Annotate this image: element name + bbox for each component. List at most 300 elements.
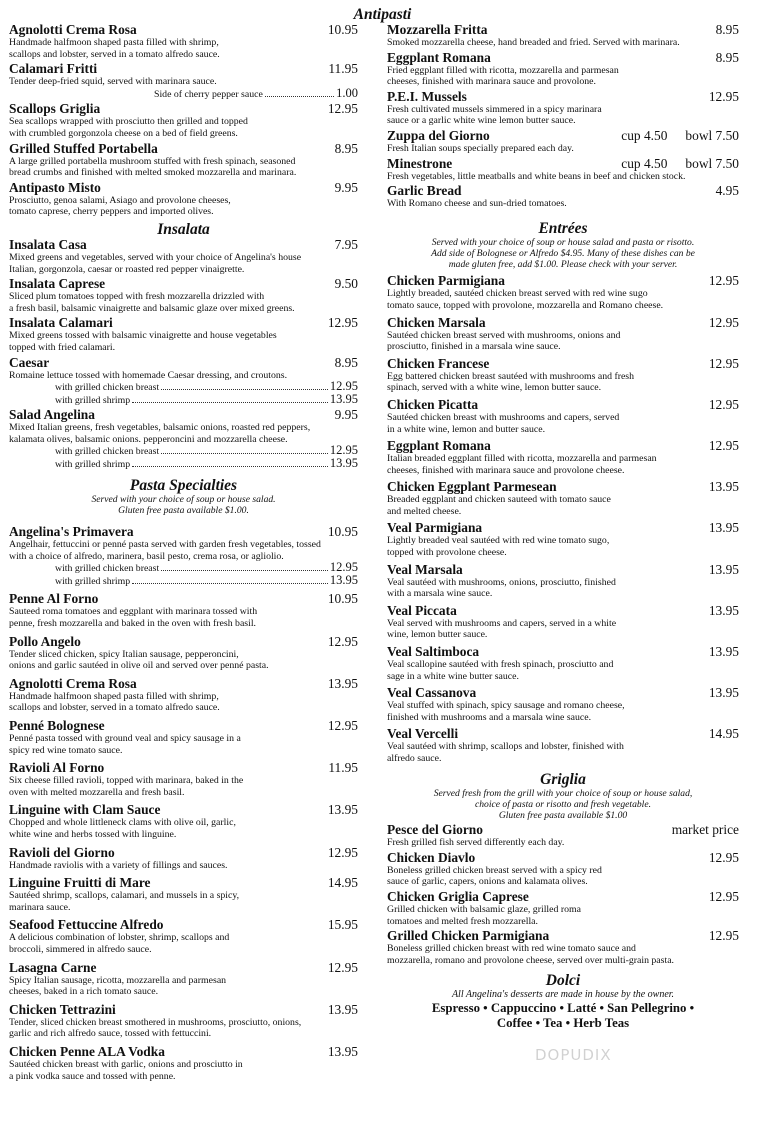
cup-bowl-prices xyxy=(621,129,739,143)
right-column xyxy=(387,23,739,1031)
menu-item xyxy=(9,238,358,275)
menu-item-description: and melted cheese. xyxy=(387,505,462,517)
menu-item-header xyxy=(387,51,739,65)
menu-item-price: 8.95 xyxy=(334,354,358,370)
menu-item-name: Eggplant Romana xyxy=(387,438,491,454)
menu-item-description: Prosciutto, genoa salami, Asiago and provolone cheeses, xyxy=(9,194,231,206)
dot-leader xyxy=(161,570,328,571)
menu-item-price: 12.95 xyxy=(327,959,358,975)
menu-item-description: Tender deep-fried squid, served with marinara sauce. xyxy=(9,76,217,88)
menu-item-name: Linguine with Clam Sauce xyxy=(9,802,161,818)
menu-item-description: Grilled chicken with balsamic glaze, grilled roma xyxy=(387,904,581,915)
drinks-line-1: Espresso • Cappuccino • Latté • San Pellegrino • xyxy=(431,1001,695,1016)
menu-item-header xyxy=(9,142,358,156)
menu-item xyxy=(9,62,358,100)
addon-price: 1.00 xyxy=(336,85,358,100)
dot-leader xyxy=(132,402,328,403)
menu-item-description: mozzarella, romano and provolone cheese, served over multi-grain pasta. xyxy=(387,954,674,966)
menu-item-header xyxy=(387,929,739,943)
menu-item-name: Pesce del Giorno xyxy=(387,822,483,838)
menu-item xyxy=(387,184,739,210)
bowl-price: bowl 7.50 xyxy=(685,127,739,143)
menu-item-price: 12.95 xyxy=(708,396,739,412)
menu-item-header xyxy=(387,398,739,412)
menu-item xyxy=(9,356,358,407)
griglia-note-1: Served fresh from the grill with your choice of soup or house salad, xyxy=(433,787,693,799)
section-title-dolci: Dolci xyxy=(545,972,581,990)
menu-item-description: Veal served with mushrooms and capers, served in a white xyxy=(387,617,617,629)
menu-item-name: Veal Parmigiana xyxy=(387,520,483,536)
menu-item-price: 9.50 xyxy=(334,276,358,292)
entrees-note-3: made gluten free, add $1.00. Please check with your server. xyxy=(448,259,678,271)
menu-item-description: tomato sauce, topped with provolone, mozzarella and Romano cheese. xyxy=(387,299,664,311)
addon-price: 13.95 xyxy=(329,391,358,406)
menu-item-header xyxy=(387,521,739,535)
menu-item-description: Mixed greens tossed with balsamic vinaigrette and house vegetables xyxy=(9,330,277,342)
dot-leader xyxy=(132,466,328,467)
menu-item-description: Spicy Italian sausage, ricotta, mozzarella and parmesan xyxy=(9,974,227,986)
menu-item-price: 9.95 xyxy=(334,407,358,423)
menu-item-description: Penné pasta tossed with ground veal and spicy sausage in a xyxy=(9,733,241,744)
menu-item-header xyxy=(387,129,739,143)
menu-item-description: tomato caprese, cherry peppers and imported olives. xyxy=(9,206,214,218)
menu-item-price: 12.95 xyxy=(708,849,739,865)
addon-price: 13.95 xyxy=(329,456,358,471)
menu-item-header xyxy=(9,356,358,370)
menu-item-header xyxy=(9,62,358,76)
menu-item-description: Sautéed shrimp, scallops, calamari, and mussels in a spicy, xyxy=(9,890,240,902)
menu-item xyxy=(387,823,739,849)
menu-item-price: 12.95 xyxy=(708,88,739,104)
menu-item xyxy=(387,727,739,764)
menu-item xyxy=(9,23,358,60)
menu-item-description: Six cheese filled ravioli, topped with marinara, baked in the xyxy=(9,775,244,787)
menu-item-addon xyxy=(9,85,358,101)
menu-item-name: Salad Angelina xyxy=(9,407,95,423)
menu-item-name: Ravioli Al Forno xyxy=(9,760,105,776)
menu-item-description: Boneless grilled chicken breast with red wine tomato sauce and xyxy=(387,943,636,955)
menu-item-price: 10.95 xyxy=(327,524,358,540)
menu-item-price: 8.95 xyxy=(715,22,739,37)
menu-item-description: white wine and herbs tossed with linguine. xyxy=(9,828,177,840)
menu-item xyxy=(9,102,358,139)
addon-label: with grilled shrimp xyxy=(55,459,131,471)
menu-item-price: market price xyxy=(671,822,739,838)
menu-item-description: Fresh vegetables, little meatballs and white beans in beef and chicken stock. xyxy=(387,170,686,182)
menu-item-description: spinach, served with a white wine, lemon butter sauce. xyxy=(387,382,602,394)
menu-item xyxy=(9,1003,358,1040)
menu-item-header xyxy=(9,1045,358,1059)
menu-item-name: Chicken Parmigiana xyxy=(387,273,505,289)
entrees-note-2: Add side of Bolognese or Alfredo $4.95. Many of these dishes can be xyxy=(431,247,695,259)
menu-item-description: topped with fried calamari. xyxy=(9,341,116,353)
menu-item-name: Chicken Picatta xyxy=(387,396,479,412)
menu-item-name: Veal Marsala xyxy=(387,561,463,577)
menu-item-description: Chopped and whole littleneck clams with olive oil, garlic, xyxy=(9,817,236,829)
griglia-list xyxy=(387,823,739,966)
menu-item-description: Sauteed roma tomatoes and eggplant with marinara tossed with xyxy=(9,606,258,618)
addon-label: Side of cherry pepper sauce xyxy=(154,88,263,100)
menu-item-header xyxy=(9,918,358,932)
menu-item-price: 13.95 xyxy=(327,675,358,691)
menu-item-description: A delicious combination of lobster, shrimp, scallops and xyxy=(9,932,230,944)
menu-item-description: With Romano cheese and sun-dried tomatoes. xyxy=(387,198,567,210)
menu-item-description: Tender sliced chicken, spicy Italian sausage, pepperoncini, xyxy=(9,648,239,660)
menu-item-description: garlic and rich alfredo sauce, tossed with fettuccini. xyxy=(9,1028,212,1040)
menu-item-name: Veal Cassanova xyxy=(387,685,477,701)
menu-item-name: Penne Al Forno xyxy=(9,591,99,607)
menu-item-description: tomatoes and melted fresh mozzarella. xyxy=(387,915,538,927)
addon-price: 12.95 xyxy=(329,560,358,575)
menu-item-header xyxy=(9,316,358,330)
menu-item-description: cheeses, finished with marinara sauce and provolone. xyxy=(387,76,596,88)
menu-item-name: Linguine Fruitti di Mare xyxy=(9,875,151,891)
menu-item-addon xyxy=(9,572,358,588)
menu-item-header xyxy=(387,23,739,37)
menu-item-description: cheeses, baked in a rich tomato sauce. xyxy=(9,986,159,998)
pasta-note-gluten: Gluten free pasta available $1.00. xyxy=(118,504,249,516)
menu-item xyxy=(387,129,739,155)
menu-item xyxy=(9,408,358,470)
menu-item xyxy=(387,521,739,558)
menu-item-name: Agnolotti Crema Rosa xyxy=(9,675,137,691)
menu-item-name: Lasagna Carne xyxy=(9,959,97,975)
menu-item xyxy=(387,316,739,353)
menu-item-description: scallops and lobster, served in a tomato alfredo sauce. xyxy=(9,48,220,60)
menu-item-header xyxy=(9,876,358,890)
menu-item-header xyxy=(9,238,358,252)
menu-item-description: with crumbled gorgonzola cheese on a bed of field greens. xyxy=(9,127,238,139)
menu-item xyxy=(9,846,358,872)
dolci-description: All Angelina's desserts are made in house by the owner. xyxy=(451,989,675,1001)
menu-item xyxy=(387,439,739,476)
menu-item-description: Fried eggplant filled with ricotta, mozzarella and parmesan xyxy=(387,64,619,76)
menu-item-name: Ravioli del Giorno xyxy=(9,844,115,860)
menu-item xyxy=(387,357,739,394)
menu-item-price: 12.95 xyxy=(327,718,358,733)
entrees-note-1: Served with your choice of soup or house salad and pasta or risotto. xyxy=(431,236,695,248)
menu-item xyxy=(387,645,739,682)
menu-item-description: Sliced plum tomatoes topped with fresh mozzarella drizzled with xyxy=(9,291,265,303)
menu-item-header xyxy=(9,277,358,291)
section-title-insalata: Insalata xyxy=(157,220,210,238)
menu-item xyxy=(9,961,358,998)
menu-item-header xyxy=(9,761,358,775)
menu-item-description: prosciutto, finished in a marsala wine sauce. xyxy=(387,341,561,353)
menu-item-description: sauce of garlic, capers, onions and kalamata olives. xyxy=(387,876,588,888)
section-title-entrees: Entrées xyxy=(538,219,588,237)
menu-item-price: 13.95 xyxy=(708,685,739,701)
dot-leader xyxy=(161,389,328,390)
menu-item-description: Mixed greens and vegetables, served with your choice of Angelina's house xyxy=(9,251,302,263)
menu-item-description: with a marsala wine sauce. xyxy=(387,588,493,600)
menu-item-header xyxy=(387,604,739,618)
menu-item xyxy=(9,316,358,353)
menu-item xyxy=(9,142,358,179)
menu-item-header xyxy=(9,181,358,195)
menu-item xyxy=(387,851,739,888)
pasta-list xyxy=(9,525,358,1082)
menu-item-header xyxy=(387,439,739,453)
menu-item-header xyxy=(9,846,358,860)
menu-item-name: Insalata Casa xyxy=(9,236,87,252)
menu-item-price: 10.95 xyxy=(327,22,358,37)
menu-item xyxy=(387,157,739,183)
menu-item-name: Eggplant Romana xyxy=(387,49,491,65)
menu-item-price: 13.95 xyxy=(327,1043,358,1059)
menu-item-price: 13.95 xyxy=(708,602,739,618)
menu-item-description: a fresh basil, balsamic vinaigrette and balsamic glaze over mixed greens. xyxy=(9,302,295,314)
menu-item-description: Fresh grilled fish served differently each day. xyxy=(387,837,565,849)
menu-item-price: 8.95 xyxy=(715,49,739,65)
menu-item-name: Chicken Marsala xyxy=(387,314,486,330)
menu-item xyxy=(387,890,739,927)
addon-price: 12.95 xyxy=(329,379,358,394)
addon-label: with grilled chicken breast xyxy=(55,446,160,458)
menu-item-name: Pollo Angelo xyxy=(9,633,81,649)
menu-item xyxy=(387,23,739,49)
menu-item-name: Angelina's Primavera xyxy=(9,524,134,540)
menu-item-header xyxy=(9,719,358,733)
watermark-text: DOPUDIX xyxy=(535,1046,612,1064)
menu-item-description: Fresh cultivated mussels simmered in a spicy marinara xyxy=(387,103,602,115)
menu-item-price: 4.95 xyxy=(715,183,739,199)
menu-item-description: Italian breaded eggplant filled with ricotta, mozzarella and parmesan xyxy=(387,453,657,465)
menu-item-description: Handmade halfmoon shaped pasta filled with shrimp, xyxy=(9,37,219,48)
menu-item-header xyxy=(387,184,739,198)
menu-item-header xyxy=(9,677,358,691)
menu-item-description: with a choice of alfredo, marinera, basil pesto, crema rosa, or agliolio. xyxy=(9,550,284,562)
menu-item-name: Chicken Diavlo xyxy=(387,849,476,865)
menu-item-description: spicy red wine tomato sauce. xyxy=(9,744,123,756)
menu-item-header xyxy=(387,157,739,171)
menu-item-description: Sautéed chicken breast with garlic, onions and prosciutto in xyxy=(9,1058,243,1070)
menu-item-price: 12.95 xyxy=(708,314,739,330)
menu-item-name: Insalata Calamari xyxy=(9,315,113,331)
menu-item xyxy=(9,876,358,913)
menu-item-description: sauce or a garlic white wine lemon butter sauce. xyxy=(387,115,576,127)
menu-item-description: Veal scallopine sautéed with fresh spinach, prosciutto and xyxy=(387,659,614,671)
menu-item-header xyxy=(9,803,358,817)
menu-item-header xyxy=(387,357,739,371)
menu-item-header xyxy=(387,563,739,577)
menu-item-name: Agnolotti Crema Rosa xyxy=(9,22,137,37)
menu-item-description: Tender, sliced chicken breast smothered in mushrooms, prosciutto, onions, xyxy=(9,1016,302,1028)
menu-item-description: Veal stuffed with spinach, spicy sausage and romano cheese, xyxy=(387,700,625,712)
menu-item-name: Penné Bolognese xyxy=(9,718,105,733)
menu-item-description: oven with melted mozzarella and fresh basil. xyxy=(9,786,185,798)
menu-item-description: marinara sauce. xyxy=(9,901,71,913)
menu-item-description: bread crumbs and finished with melted smoked mozzarella and marinara. xyxy=(9,167,297,179)
addon-price: 12.95 xyxy=(329,443,358,458)
menu-item-header xyxy=(387,686,739,700)
menu-item-header xyxy=(387,890,739,904)
menu-item-description: Fresh Italian soups specially prepared each day. xyxy=(387,142,574,154)
menu-item-description: Lightly breaded, sautéed chicken breast served with red wine sugo xyxy=(387,288,648,300)
menu-item-price: 12.95 xyxy=(327,101,358,117)
menu-item xyxy=(9,677,358,714)
addon-label: with grilled chicken breast xyxy=(55,563,160,575)
menu-item xyxy=(9,1045,358,1082)
menu-item xyxy=(9,719,358,756)
menu-item xyxy=(9,525,358,587)
menu-item xyxy=(387,398,739,435)
menu-item-price: 12.95 xyxy=(708,889,739,904)
menu-item-price: 11.95 xyxy=(328,760,358,776)
menu-item-name: Chicken Penne ALA Vodka xyxy=(9,1043,165,1059)
menu-item-description: Egg battered chicken breast sautéed with mushrooms and fresh xyxy=(387,370,635,382)
menu-item-description: Breaded eggplant and chicken sauteed with tomato sauce xyxy=(387,494,611,506)
cup-price: cup 4.50 xyxy=(621,155,668,171)
menu-item-description: scallops and lobster, served in a tomato alfredo sauce. xyxy=(9,702,220,714)
menu-item-header xyxy=(387,645,739,659)
menu-item xyxy=(387,274,739,311)
menu-item-name: Scallops Griglia xyxy=(9,101,101,117)
menu-item-description: Romaine lettuce tossed with homemade Caesar dressing, and croutons. xyxy=(9,369,288,381)
menu-item-description: Boneless grilled chicken breast served with a spicy red xyxy=(387,864,602,876)
menu-item-name: Grilled Chicken Parmigiana xyxy=(387,928,550,944)
bowl-price: bowl 7.50 xyxy=(685,155,739,171)
menu-item-header xyxy=(9,408,358,422)
menu-item-name: Veal Piccata xyxy=(387,602,457,618)
menu-item-name: Minestrone xyxy=(387,155,453,171)
menu-item-price: 12.95 xyxy=(327,844,358,860)
menu-item xyxy=(387,480,739,517)
menu-item-name: Chicken Francese xyxy=(387,355,490,371)
menu-item-description: Sautéed chicken breast served with mushrooms, onions and xyxy=(387,329,621,341)
menu-item-name: Seafood Fettuccine Alfredo xyxy=(9,917,164,933)
menu-item-description: a pink vodka sauce and tossed with penne. xyxy=(9,1070,176,1082)
menu-item-price: 7.95 xyxy=(334,236,358,252)
menu-item-description: A large grilled portabella mushroom stuffed with fresh spinach, seasoned xyxy=(9,155,296,167)
menu-item xyxy=(387,563,739,600)
addon-label: with grilled shrimp xyxy=(55,394,131,406)
menu-item-name: Calamari Fritti xyxy=(9,61,98,77)
menu-item-name: Insalata Caprese xyxy=(9,276,106,292)
menu-item xyxy=(387,604,739,641)
menu-item-description: Mixed Italian greens, fresh vegetables, balsamic onions, roasted red peppers, xyxy=(9,422,311,434)
menu-item-description: onions and garlic sautéed in olive oil and served over penné pasta. xyxy=(9,660,269,672)
menu-item-price: 15.95 xyxy=(327,917,358,933)
menu-item-description: topped with provolone cheese. xyxy=(387,547,507,559)
menu-item-price: 8.95 xyxy=(334,140,358,156)
addon-label: with grilled chicken breast xyxy=(55,382,160,394)
menu-item-price: 13.95 xyxy=(327,802,358,818)
menu-item xyxy=(9,635,358,672)
griglia-note-2: choice of pasta or risotto and fresh vegetable. xyxy=(474,798,652,810)
menu-item-price: 13.95 xyxy=(708,479,739,495)
menu-item-name: Grilled Stuffed Portabella xyxy=(9,140,158,156)
menu-item xyxy=(9,803,358,840)
menu-item-price: 11.95 xyxy=(328,61,358,77)
pasta-note: Served with your choice of soup or house salad. xyxy=(91,493,276,505)
entrees-list xyxy=(387,274,739,764)
griglia-note-3: Gluten free pasta available $1.00 xyxy=(498,810,628,822)
menu-item-addon xyxy=(9,391,358,407)
menu-item-description: Sea scallops wrapped with prosciutto then grilled and topped xyxy=(9,116,248,128)
menu-item-description: Lightly breaded veal sautéed with red wine tomato sugo, xyxy=(387,535,610,547)
menu-item-description: Handmade raviolis with a variety of fillings and sauces. xyxy=(9,859,228,871)
menu-item-price: 12.95 xyxy=(327,315,358,331)
menu-item xyxy=(9,761,358,798)
section-title-antipasti: Antipasti xyxy=(353,6,412,23)
menu-item-header xyxy=(387,480,739,494)
menu-item-description: Smoked mozzarella cheese, hand breaded and fried. Served with marinara. xyxy=(387,37,680,48)
menu-item-name: Zuppa del Giorno xyxy=(387,127,490,143)
menu-item-description: alfredo sauce. xyxy=(387,753,442,765)
antipasti-right-list xyxy=(387,23,739,210)
section-title-griglia: Griglia xyxy=(540,770,586,788)
cup-bowl-prices xyxy=(621,157,739,171)
drinks-line-2: Coffee • Tea • Herb Teas xyxy=(496,1016,630,1031)
dot-leader xyxy=(132,583,328,584)
menu-item xyxy=(387,51,739,88)
menu-item-description: kalamata olives, balsamic onions. pepperoncini and mozzarella cheese. xyxy=(9,433,288,445)
dot-leader xyxy=(265,96,334,97)
addon-label: with grilled shrimp xyxy=(55,575,131,587)
menu-item xyxy=(9,277,358,314)
menu-item-description: wine, lemon butter sauce. xyxy=(387,629,488,641)
menu-item-description: Veal sautéed with mushrooms, onions, prosciutto, finished xyxy=(387,576,616,588)
menu-item-description: Veal sautéed with shrimp, scallops and lobster, finished with xyxy=(387,741,624,753)
menu-item-price: 12.95 xyxy=(708,438,739,454)
menu-item-description: Handmade halfmoon shaped pasta filled with shrimp, xyxy=(9,690,219,702)
menu-item-price: 12.95 xyxy=(708,273,739,289)
menu-item-description: broccoli, simmered in alfredo sauce. xyxy=(9,943,152,955)
cup-price: cup 4.50 xyxy=(621,127,668,143)
menu-item-header xyxy=(9,23,358,37)
menu-item-price: 12.95 xyxy=(708,928,739,944)
dot-leader xyxy=(161,453,328,454)
menu-item-name: Veal Saltimboca xyxy=(387,644,480,660)
menu-item-price: 12.95 xyxy=(327,633,358,649)
menu-item-price: 13.95 xyxy=(708,561,739,577)
menu-item-addon xyxy=(9,562,358,575)
menu-item-header xyxy=(9,1003,358,1017)
menu-item-header xyxy=(387,274,739,288)
menu-item-description: sage in a white wine butter sauce. xyxy=(387,670,519,682)
menu-item-price: 14.95 xyxy=(708,726,739,742)
menu-item-addon xyxy=(9,381,358,394)
left-column xyxy=(9,23,358,1087)
antipasti-list xyxy=(9,23,358,218)
menu-item-price: 12.95 xyxy=(708,355,739,371)
menu-item-name: Antipasto Misto xyxy=(9,179,101,195)
menu-item-price: 9.95 xyxy=(334,179,358,195)
menu-item-addon xyxy=(9,445,358,458)
section-title-pasta: Pasta Specialties xyxy=(129,476,238,494)
menu-item-header xyxy=(9,102,358,116)
menu-item-name: Veal Vercelli xyxy=(387,726,459,742)
menu-item-header xyxy=(9,592,358,606)
menu-item-name: Chicken Griglia Caprese xyxy=(387,889,529,904)
menu-item xyxy=(9,592,358,629)
menu-item-description: in a white wine, lemon and butter sauce. xyxy=(387,423,546,435)
menu-item-name: Chicken Eggplant Parmesean xyxy=(387,479,557,495)
menu-item-description: Sautéed chicken breast with mushrooms and capers, served xyxy=(387,411,620,423)
menu-item-addon xyxy=(9,458,358,471)
menu-item-header xyxy=(387,727,739,741)
menu-item-header xyxy=(9,525,358,539)
menu-item-header xyxy=(387,823,739,837)
menu-item xyxy=(387,686,739,723)
menu-item-name: Chicken Tettrazini xyxy=(9,1001,116,1017)
menu-item-description: cheeses, finished with marinara sauce and provolone cheese. xyxy=(387,464,625,476)
menu-item-header xyxy=(387,851,739,865)
menu-item xyxy=(387,90,739,127)
menu-item-description: penne, fresh mozzarella and baked in the oven with fresh basil. xyxy=(9,618,257,630)
insalata-list xyxy=(9,238,358,471)
